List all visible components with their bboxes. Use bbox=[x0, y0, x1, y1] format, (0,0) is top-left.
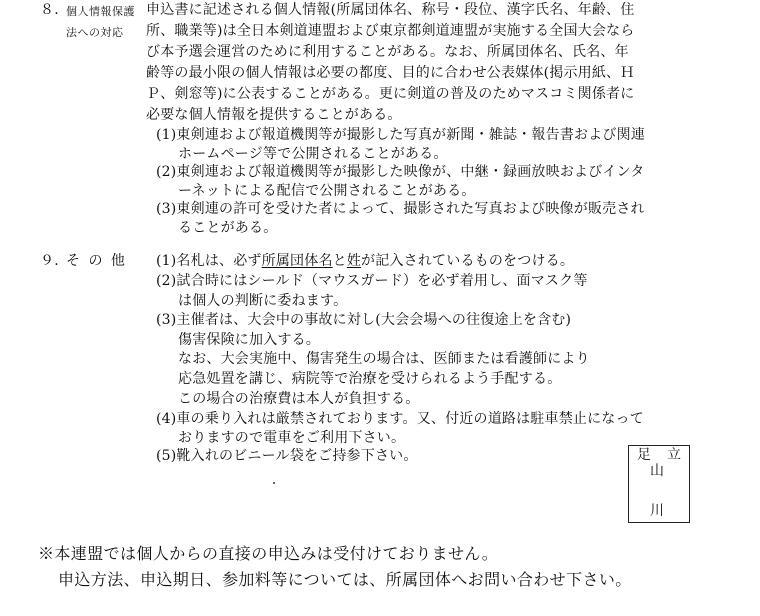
list-item: (1)東剣連および報道機関等が撮影した写真が新聞・雑誌・報告書および関連 bbox=[156, 127, 646, 143]
item-1-mid: と bbox=[332, 253, 347, 269]
section-9-item-1 bbox=[156, 252, 574, 271]
list-item: 応急処置を講じ、病院等で治療を受けられるよう手配する。 bbox=[178, 371, 562, 387]
list-item: ホームページ等で公開されることがある。 bbox=[178, 146, 448, 162]
notice-line-1: ※本連盟では個人からの直接の申込みは受付けておりません。 bbox=[38, 544, 499, 563]
list-item: なお、大会実施中、傷害発生の場合は、医師または看護師により bbox=[178, 351, 590, 367]
list-item: (3)東剣連の許可を受けた者によって、撮影された写真および映像が販売され bbox=[156, 201, 645, 217]
stamp-char: 山 bbox=[650, 463, 664, 479]
item-1-prefix: (1)名札は、必ず bbox=[156, 253, 262, 269]
list-item: (2)東剣連および報道機関等が撮影した映像が、中継・録画放映およびインタ bbox=[156, 164, 645, 180]
paragraph-line: び本予選会運営のために利用することがある。なお、所属団体名、氏名、年 bbox=[146, 44, 629, 60]
stray-dot bbox=[273, 482, 275, 484]
list-item: 傷害保険に加入する。 bbox=[178, 332, 320, 348]
paragraph-line: 申込書に記述される個人情報(所属団体名、称号・段位、漢字氏名、年齢、住 bbox=[146, 2, 635, 18]
section-8-heading-line2: 法への対応 bbox=[66, 26, 124, 39]
list-item: (3)主催者は、大会中の事故に対し(大会会場への往復途上を含む) bbox=[156, 312, 572, 328]
item-1-suffix: が記入されているものをつける。 bbox=[361, 253, 575, 269]
paragraph-line: 齢等の最小限の個人情報は必要の都度、目的に合わせ公表媒体(掲示用紙、Ｈ bbox=[146, 65, 635, 81]
notice-line-2: 申込方法、申込期日、参加料等については、所属団体へお問い合わせ下さい。 bbox=[58, 570, 632, 589]
list-item: (2)試合時にはシールド（マウスガード）を必ず着用し、面マスク等 bbox=[156, 273, 588, 289]
paragraph-line: 必要な個人情報を提供することがある。 bbox=[146, 107, 402, 123]
stamp-box bbox=[628, 445, 690, 523]
list-item: ることがある。 bbox=[178, 220, 278, 236]
stamp-char: 立 bbox=[667, 447, 681, 463]
section-9-heading: そ の 他 bbox=[66, 253, 127, 269]
list-item: (4)車の乗り入れは厳禁されております。又、付近の道路は駐車禁止になって bbox=[156, 411, 644, 427]
section-9-number: ９. bbox=[40, 253, 59, 269]
stamp-char: 足 bbox=[637, 447, 651, 463]
list-item: (5)靴入れのビニール袋をご持参下さい。 bbox=[156, 448, 418, 464]
section-8-number: ８. bbox=[40, 2, 59, 18]
item-1-underlined-org: 所属団体名 bbox=[261, 253, 333, 269]
paragraph-line: Ｐ、剣窓等)に公表することがある。更に剣道の普及のためマスコミ関係者に bbox=[146, 86, 635, 102]
item-1-underlined-surname: 姓 bbox=[346, 253, 362, 269]
stamp-char: 川 bbox=[650, 503, 664, 519]
list-item: ーネットによる配信で公開されることがある。 bbox=[178, 183, 476, 199]
list-item: は個人の判断に委ねます。 bbox=[178, 293, 348, 309]
paragraph-line: 所、職業等)は全日本剣道連盟および東京都剣道連盟が実施する全国大会なら bbox=[146, 23, 635, 39]
section-8-heading-line1: 個人情報保護 bbox=[66, 5, 135, 18]
list-item: この場合の治療費は本人が負担する。 bbox=[178, 391, 420, 407]
list-item: おりますので電車をご利用下さい。 bbox=[178, 430, 406, 446]
